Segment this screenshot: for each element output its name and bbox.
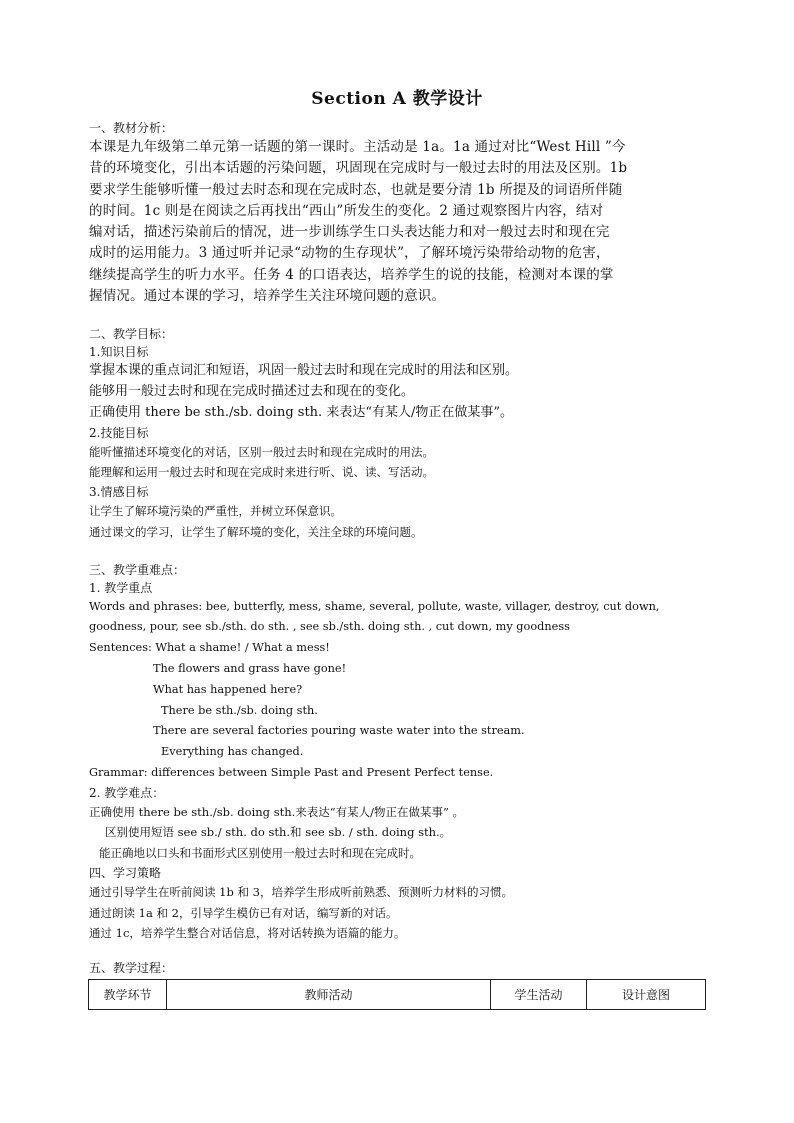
paragraph-line: 的时间。1c 则是在阅读之后再找出“西山”所发生的变化。2 通过观察图片内容，结对 [89, 202, 604, 219]
objective-line: 通过课文的学习，让学生了解环境的变化，关注全球的环境问题。 [89, 524, 423, 539]
objective-line: 能理解和运用一般过去时和现在完成时来进行听、说、读、写活动。 [89, 465, 434, 480]
sentence-line: There be sth./sb. doing sth. [161, 703, 318, 717]
sentence-line: Everything has changed. [161, 745, 304, 759]
section-teaching-process [89, 959, 705, 1010]
sentence-line: There are several factories pouring waste water into the stream. [153, 724, 525, 738]
objective-line: 能听懂描述环境变化的对话，区别一般过去时和现在完成时的用法。 [89, 444, 434, 459]
objective-line: 能够用一般过去时和现在完成时描述过去和现在的变化。 [89, 384, 415, 400]
objective-line: 掌握本课的重点词汇和短语，巩固一般过去时和现在完成时的用法和区别。 [89, 363, 519, 379]
section-heading: 四、学习策略 [89, 865, 162, 880]
strategy-line: 通过 1c，培养学生整合对话信息，将对话转换为语篇的能力。 [89, 926, 406, 941]
document-title: Section A 教学设计 [311, 89, 483, 109]
section-heading: 二、教学目标： [89, 327, 174, 342]
strategy-line: 通过引导学生在听前阅读 1b 和 3，培养学生形成听前熟悉、预测听力材料的习惯。 [89, 884, 513, 899]
document-page [89, 84, 705, 1010]
section-key-difficult-points [89, 561, 705, 864]
section-teaching-objectives [89, 325, 705, 542]
sentence-line: The flowers and grass have gone! [153, 661, 347, 675]
section-textbook-analysis [89, 119, 705, 307]
objective-line: 正确使用 there be sth./sb. doing sth. 来表达“有某人/物正在做某事”。 [89, 404, 513, 420]
subheading-key-points: 1. 教学重点 [89, 580, 153, 595]
sentence-line: What has happened here? [153, 682, 303, 696]
paragraph-line: 握情况。通过本课的学习，培养学生关注环境问题的意识。 [89, 288, 446, 305]
difficulty-line: 正确使用 there be sth./sb. doing sth.来表达“有某人/物正在做某事” 。 [89, 804, 465, 819]
section-heading: 一、教材分析： [89, 121, 174, 135]
table-header-cell: 学生活动 [491, 979, 587, 1009]
process-table [88, 979, 706, 1010]
table-header-cell: 教师活动 [167, 979, 491, 1009]
words-line: goodness, pour, see sb./sth. do sth. , see sb./sth. doing sth. , cut down, my goodness [89, 620, 570, 634]
paragraph-line: 昔的环境变化，引出本话题的污染问题，巩固现在完成时与一般过去时的用法及区别。1b [89, 160, 628, 177]
table-header-row [89, 979, 706, 1009]
section-learning-strategies [89, 864, 705, 944]
paragraph-line: 要求学生能够听懂一般过去时态和现在完成时态，也就是要分清 1b 所提及的词语所伴随 [89, 181, 623, 198]
strategy-line: 通过朗读 1a 和 2，引导学生模仿已有对话，编写新的对话。 [89, 905, 398, 920]
sentences-label: Sentences: What a shame! / What a mess! [89, 641, 330, 655]
table-header-cell: 设计意图 [587, 979, 706, 1009]
subheading-skill: 2.技能目标 [89, 425, 149, 440]
difficulty-line: 能正确地以口头和书面形式区别使用一般过去时和现在完成时。 [99, 846, 421, 861]
section-heading: 五、教学过程： [89, 960, 174, 975]
subheading-knowledge: 1.知识目标 [89, 345, 149, 360]
subheading-emotion: 3.情感目标 [89, 485, 149, 500]
subheading-difficult-points: 2. 教学难点： [89, 785, 165, 800]
difficulty-line: 区别使用短语 see sb./ sth. do sth.和 see sb. / sth. doing sth.。 [105, 825, 452, 840]
paragraph-line: 本课是九年级第二单元第一话题的第一课时。主活动是 1a。1a 通过对比“West Hill ”今 [89, 139, 626, 155]
paragraph-line: 编对话，描述污染前后的情况，进一步训练学生口头表达能力和对一般过去时和现在完 [89, 224, 610, 241]
paragraph-line: 成时的运用能力。3 通过听并记录“动物的生存现状”，了解环境污染带给动物的危害， [89, 245, 610, 262]
words-line: Words and phrases: bee, butterfly, mess, shame, several, pollute, waste, villager, destroy, cut down, [89, 599, 660, 613]
objective-line: 让学生了解环境污染的严重性，并树立环保意识。 [89, 504, 342, 519]
paragraph-line: 继续提高学生的听力水平。任务 4 的口语表达，培养学生的说的技能，检测对本课的掌 [89, 266, 614, 283]
grammar-line: Grammar: differences between Simple Past and Present Perfect tense. [89, 765, 494, 779]
table-header-cell: 教学环节 [89, 979, 167, 1009]
section-heading: 三、教学重难点： [89, 562, 186, 577]
